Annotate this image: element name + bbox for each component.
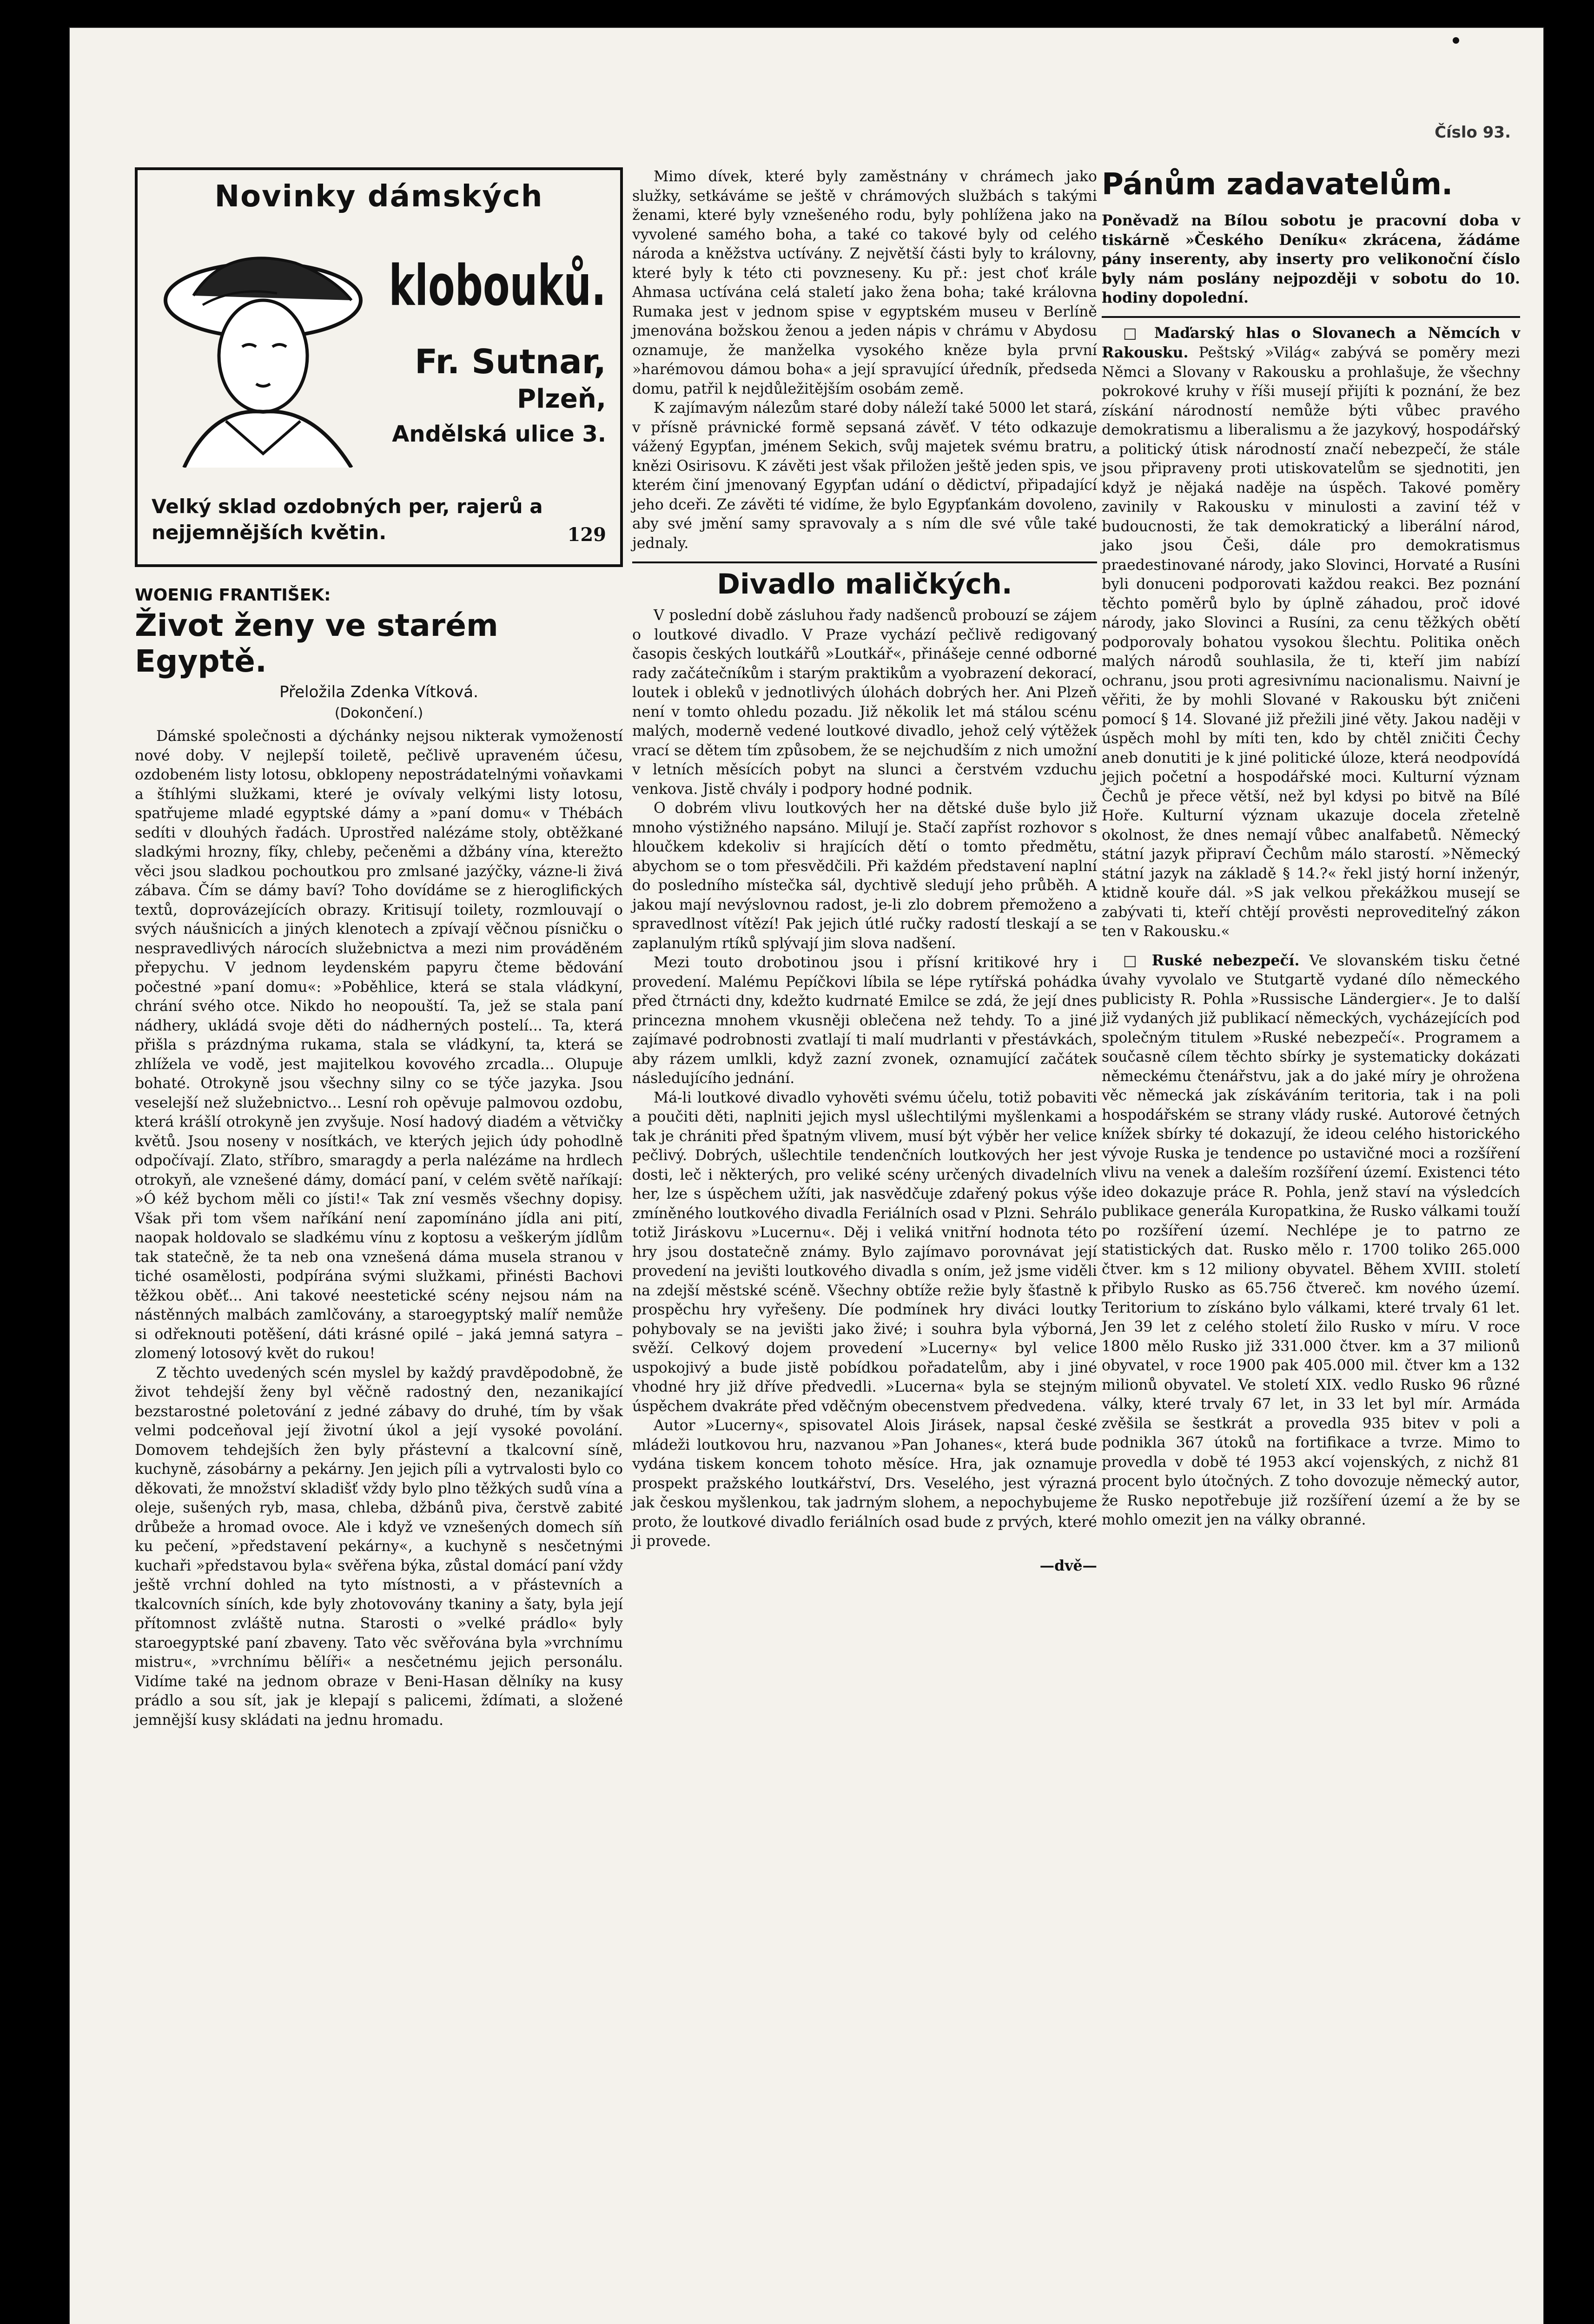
square-bullet-icon: □ — [1123, 324, 1154, 342]
ink-dot — [1453, 37, 1459, 44]
square-bullet-icon: □ — [1123, 952, 1152, 969]
column-3 — [1102, 167, 1520, 1530]
paragraph: O dobrém vlivu loutkových her na dětské duše bylo již mnoho výstižného napsáno. Milují je. Stačí zapříst rozhovor s hloučkem kdekoliv si hrajících dětí o tomto předmětu, abychom se o tom přesvědčili. Při každém představení naplní do posledního místečka sál, dychtivě sledují jeho průběh. A jakou mají nevýslovnou radost, je-li zlo dobrem přemoženo a spravedlnost vítězí! Pak jejich útlé ručky radostí tleskají a se zaplanulým rtíků splývají jim slova nadšení. — [632, 800, 1097, 952]
article-title: Život ženy ve starém Egyptě. — [135, 607, 498, 679]
ad-footer: Velký sklad ozdobných per, rajerů a nejjemnějších květin. — [152, 495, 543, 544]
ad-number: 129 — [567, 524, 606, 546]
paragraph: K zajímavým nálezům staré doby náleží také 5000 let stará, v přísně právnické formě sepsaná závěť. V této odkazuje vážený Egypťan, jménem Sekich, svůj majetek svému bratru, knězi Osirisovu. K závěti jest však přiložen ještě jeden spis, ve kterém činí jmenovaný Egypťan udání o dědictví, připadající jeho dceři. Ze závěti té vidíme, že bylo Egypťankám dovoleno, aby své jmění samy spravovaly a s ním dle své vůle také jednaly. — [632, 400, 1097, 552]
paragraph: Z těchto uvedených scén myslel by každý pravděpodobně, že život tehdejší ženy byl věčně radostný den, nezanikající bezstarostné poletování z jedné zábavy do druhé, tím by však velmi podceňoval její životní úkol a její vysoké povolání. Domovem tehdejších žen byly přástevní a tkalcovní síně, kuchyně, zásobárny a pekárny. Jen jejich píli a vytrvalosti bylo co děkovati, že množství skladišť vždy bylo plno těžkých sudů vína a oleje, sušených ryb, masa, chleba, džbánů piva, čerstvě zabité drůbeže a hromad ovoce. Ale i když ve vznešených domech síň ku pečení, »představení pekárny«, a kuchyně s nesčetnými kuchaři »představou byla« svěřena býka, zůstal domácí paní vždy ještě vrchní dohled na tyto místnosti, a v přástevních a tkalcovních síních, kde byly zhotovovány tkaniny a šaty, byla její přítomnost zvláště nutna. Starosti o »velké prádlo« byly staroegyptské paní zbaveny. Tato věc svěřována byla »vrchnímu mistru«, »vrchnímu bělíři« a nesčetnému jejich personálu. Vidíme také na jednom obraze v Beni-Hasan dělníky na kusy prádlo a sou sít, jak je klepají s palicemi, ždímati, a složené jemnější kusy skládati na jednu hromadu. — [135, 1364, 623, 1729]
issue-number: Číslo 93. — [1435, 123, 1511, 142]
article-author: WOENIG FRANTIŠEK: — [135, 586, 331, 605]
paragraph: V poslední době zásluhou řady nadšenců probouzí se zájem o loutkové divadlo. V Praze vychází pečlivě redigovaný časopis českých loutkářů »Loutkář«, přinášeje cenné odborné rady začátečníkům i starým praktikům a vyobrazení dekorací, loutek i obleků v jednotlivých úlohách dobrých her. Ani Plzeň není v tomto ohledu pozadu. Již několik let má stálou scénu malých, moderně vedené loutkové divadlo, jehož celý výtěžek vrací se dětem tím způsobem, že se nejchudším z nich umožní v letních měsících pobyt na slunci a čerstvém vzduchu venkova. Jistě chvály i podpory hodné podnik. — [632, 607, 1097, 798]
article-body — [632, 606, 1097, 1552]
ad-headline: klobouků. — [389, 254, 606, 318]
column-1 — [135, 167, 623, 1730]
news-text: Ve slovanském tisku četné úvahy vyvolalo ve Stutgartě vydané dílo německého publicisty R. Pohla »Russische Ländergier«. Je to další již vydaných již publikací německých, vycházejících pod společným titulem »Ruské nebezpečí«. Programem a současně cílem těchto sbírky je systematicky dokázati německému čtenářstvu, jak a do jaké míry je ohrožena věc německá jak získáváním teritoria, tak i na poli hospodářském se strany vlády ruské. Autorové četných knížek sbírky té dokazují, že ideou celého historického vývoje Ruska je tendence po ustavičné moci a rozšíření vlivu na venek a daleším rozšíření území. Existenci této ideo dokazuje práce R. Pohla, jenž staví na výsledcích publikace generála Kuropatkina, že Rusko válkami touží po rozšíření území. Nechlépe je to patrno ze statistických dat. Rusko mělo r. 1700 toliko 265.000 čtver. km s 12 miliony obyvatel. Během XVIII. století přibylo Rusko as 65.756 čtvereč. km nového území. Teritorium to získáno bylo válkami, které trvaly 61 let. Jen 39 let z celého století žilo Rusko v míru. V roce 1800 mělo Rusko již 331.000 čtver. km a 37 milionů obyvatel, v roce 1900 pak 405.000 mil. čtver km a 132 milionů obyvatel. Ve století XIX. vedlo Rusko 96 různé války, které trvaly 67 let, in 33 let byl mír. Armáda zvěšila se šestkrát a provedla 935 bitev v poli a podnikla 367 útoků na fortifikace a tvrze. Mimo to provedla v době té 1953 akcí vojenských, z nichž 81 procent bylo útočných. Z toho dovozuje německý autor, že Rusko nepotřebuje již rozšíření území a že by se mohlo omezit jen na války obranné. — [1102, 952, 1520, 1528]
woman-with-hat-illustration — [156, 235, 389, 468]
paragraph: Mimo dívek, které byly zaměstnány v chrámech jako služky, setkáváme se ještě v chrámových službách s takými ženami, které byly vznešeného rodu, byly pohlížena jako na vyvolené samého boha, a také co takové byly od celého národa a kněžstva uctívány. Z největší části byly to královny, které byly k této cti povzneseny. Ku př.: jest choť krále Ahmasa uctívána celá staletí jako žena boha; také královna Rumaka jest v jednom spise v egyptském museu v Berlíně jmenována božskou ženou a jeden nápis v chrámu v Abydosu oznamuje, že manželka vysokého kněze byla první »harémovou dámou boha« a její spravující úředník, předseda domu, patřil k nejdůležitějším osobám země. — [632, 168, 1097, 397]
section-title: Divadlo maličkých. — [717, 568, 1012, 601]
article-body — [135, 727, 623, 1730]
newspaper-page — [70, 28, 1543, 2324]
ad-street: Andělská ulice 3. — [392, 421, 606, 447]
news-item — [1102, 324, 1520, 942]
news-item — [1102, 951, 1520, 1530]
paragraph: Mezi touto drobotinou jsou i přísní kritikové hry i provedení. Malému Pepíčkovi líbila se lépe rytířská pohádka před čtrnácti dny, kdežto kudrnaté Emilce se zdá, že její dnes princezna mnohem vkusněji oblečena než tehdy. To a jiné zajímavé podrobnosti zvatlají ti malí mudrlanti v přestávkách, aby rázem umlkli, když zazní zvonek, oznamující začátek následujícího jednání. — [632, 954, 1097, 1087]
continuation-note: (Dokončení.) — [334, 705, 423, 721]
paragraph: Dámské společnosti a dýchánky nejsou nikterak vymožeností nové doby. V nejlepší toiletě, pečlivě upraveném účesu, ozdobeném listy lotosu, obklopeny nepostrádatelnými voňavkami a štíhlými služkami, které je ovívaly velkými listy lotosu, spatřujeme mladé egyptské dámy a »paní domu« v Thébách sedíti v dlouhých řadách. Uprostřed nalézáme stoly, obtěžkané sladkými hrozny, fíky, chleby, pečeněmi a džbány vína, kterežto věci jsou sladkou pochoutkou pro zmlsané jazýčky, vázne-li živá zábava. Čím se dámy baví? Toho dovídáme se z hieroglifických textů, doprovázejících obrazy. Kritisují toilety, rozmlouvají o svých náušnicích a jiných klenotech a zpívají věčnou písničku o nespravedlivých nárocích služebnictva a mezi nim prováděném přepychu. V jednom leydenském papyru čteme bědování počestné »paní domu«: »Poběhlice, která se stala vládkyní, chrání svého otce. Nikdo ho neopouští. Ta, jež se stala paní nádhery, ukládá svoje děti do nádherných postelí... Ta, která přišla s prázdnýma rukama, stala se vládkyní, ta, která se zhlížela ve vodě, jest majitelkou kovového zrcadla... Olupuje bohaté. Otrokyně jsou všechny silny co se týče jazyka. Jsou veselejší než služebnictvo... Lesní roh opěvuje palmovou ozdobu, která krášlí otrokyně jen zvyšuje. Nosí hadový diadém a větvičky květů. Jsou noseny v nosítkách, ve kterých jejich údy pohodlně odpočívají. Zlato, stříbro, smaragdy a perla nalézáme na hrdlech otrokyň, ale vznešené dámy, domácí paní, v celém světě naříkají: »Ó kéž bychom měli co jísti!« Tak zní vesměs všechny dopisy. Však při tom všem naříkání není zapomínáno jídla ani pití, naopak holdovalo se sladkému vínu z koptosu a veškerým jídlům tak statečně, že ta neb ona vznešená dáma musela stranou v tiché osamělosti, podpírána svými služkami, přinésti Bachovi těžkou oběť... Ani takové neestetické scény nejsou nám na nástěnných malbách zamlčovány, a staroegyptský malíř nemůže si odřeknouti potěšení, dáti krásné opilé – jaká jemná satyra – zlomený lotosový květ do rukou! — [135, 728, 623, 1362]
ad-city: Plzeň, — [517, 384, 606, 414]
notice-title: Pánům zadavatelům. — [1102, 167, 1453, 202]
news-text: Peštský »Világ« zabývá se poměry mezi Němci a Slovany v Rakousku a prohlašuje, že všechny pokrokové kruhy v říši musejí přijíti k poznání, že bez získání národností nemůže býti vůbec pravého demokratismu a liberalismu a že jazykový, hospodářský a politický útisk národností značí nebezpečí, že stále jsou připraveny proti utiskovatelům se sjednotiti, jen když je nějaká naděje na úspěch. Takové poměry zavinily v Rakousku v minulosti a zaviní též v budoucnosti, že tak demokratický a liberální národ, jako jsou Češi, dále pro demokratismus praedestinované národy, jako Slovinci, Horvaté a Rusíni byli donuceni podporovati každou reakci. Bez poznání těchto poměrů bylo by úplně záhadou, proč idové národy, jako Slovinci a Rusíni, za cenu těžkých obětí podporovaly bohatou vysokou šlechtu. Politika oněch malých národů souhlasila, že ti, kteří jim nabízí ochranu, jsou proti agresivnímu nacionalismu. Naivní je věřiti, že by mohli Slované v Rakousku být zničeni pomocí § 14. Slované již přežili jiné věty. Jakou naději v úspěch mohl by míti ten, kdo by chtěl zničiti Čechy aneb donutiti je k jiné politické úloze, která neodpovídá jejich početní a hospodářské moci. Kulturní význam Čechů je přece větší, než byl kdysi po bitvě na Bílé Hoře. Kulturní význam ukazuje docela zřetelně okolnost, že dnes nemají vůbec analfabetů. Německý státní jazyk připraví Čechům málo starostí. »Německý státní jazyk na základě § 14.?« řekl jistý horní inženýr, ktidně kouře dál. »S jak velkou překážkou musejí se zabývati ti, kteří chtějí prověsti neprovediteľný zákon ten v Rakousku.« — [1102, 344, 1520, 940]
divider — [632, 561, 1097, 563]
paragraph: Má-li loutkové divadlo vyhověti svému účelu, totiž pobaviti a poučiti děti, naplniti jejich mysl ušlechtilými myšlenkami a tak je chrániti před špatným vlivem, musí být výběr her velice pečlivý. Dobrých, ušlechtile tendenčních loutkových her jest dosti, leč i některých, pro veliké scény určených divadelních her, lze s úspěchem užíti, jak nasvědčuje zdařený pokus výše zmíněného loutkového divadla Feriálních osad v Plzni. Sehrálo totiž Jiráskovu »Lucernu«. Děj i veliká vnitřní hodnota této hry jsou dostatečně známy. Bylo zajímavo porovnávat její provedení na jevišti loutkového divadla s oním, jež jsme viděli na zdejší městské scéně. Všechny obtíže režie byly šťastně k prospěchu hry vyřešeny. Díe podmínek hry diváci loutky pohybovaly se na jevišti jako živé; i souhra byla výborná, svěží. Celkový dojem provedení »Lucerny« byl velice uspokojivý a bude jistě pobídkou pořadatelům, aby i jiné vhodné hry již dříve předvedli. »Lucerna« byla se stejným úspěchem dvakráte před vděčným obecenstvem předvedena. — [632, 1089, 1097, 1415]
running-head — [1185, 123, 1511, 142]
signature: —dvě— — [1039, 1557, 1097, 1574]
news-lead: Maďarský hlas o Slovanech a Němcích v Rakousku. — [1102, 324, 1520, 361]
ad-shop-name: Fr. Sutnar, — [415, 342, 606, 381]
news-lead: Ruské nebezpečí. — [1151, 951, 1300, 969]
column-2 — [632, 167, 1097, 1575]
article-body-continued — [632, 167, 1097, 553]
ad-title: Novinky dámských — [214, 179, 543, 214]
notice-text: Poněvadž na Bílou sobotu je pracovní doba v tiskárně »Českého Deníku« zkrácena, žádáme pány inserenty, aby inserty pro velikonoční číslo byly nám poslány nejpozději v sobotu do 10. hodiny dopolední. — [1102, 212, 1520, 306]
hat-advertisement — [135, 167, 623, 567]
divider — [1102, 316, 1520, 318]
translator-byline: Přeložila Zdenka Vítková. — [279, 683, 478, 701]
paragraph: Autor »Lucerny«, spisovatel Alois Jirásek, napsal české mládeži loutkovou hru, nazvanou »Pan Johanes«, která bude vydána tiskem koncem tohoto měsíce. Hra, jak oznamuje prospekt pražského loutkářství, Drs. Veselého, jest výrazná jak českou myšlenkou, tak jadrným slohem, a nepochybujeme proto, že loutkové divadlo feriálních osad bude z prvých, které ji provede. — [632, 1417, 1097, 1550]
